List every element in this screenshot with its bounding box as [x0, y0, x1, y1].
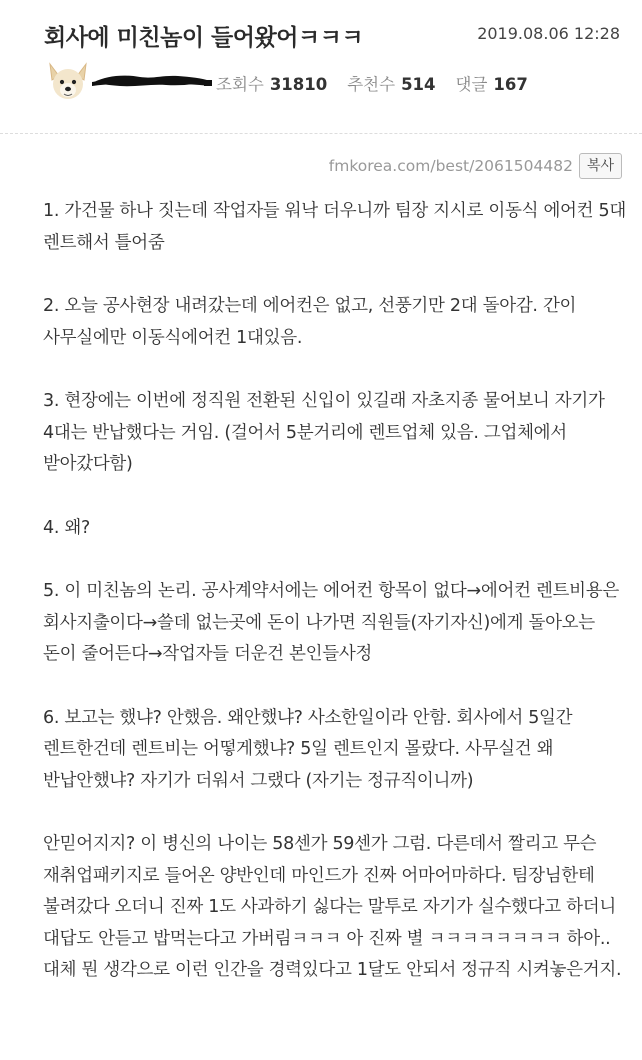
- paragraph-2: 2. 오늘 공사현장 내려갔는데 에어컨은 없고, 선풍기만 2대 돌아감. 간이 사무실에만 이동식에어컨 1대있음.: [43, 296, 577, 348]
- dog-face-icon[interactable]: [46, 62, 90, 102]
- post-stats: [216, 71, 528, 95]
- paragraph-6: 6. 보고는 했냐? 안했음. 왜안했냐? 사소한일이라 안함. 회사에서 5일간 렌트한건데 렌트비는 어떻게했냐? 5일 렌트인지 몰랐다. 사무실건 왜 반납안했냐? 자기가 더워서 그랬다 (자기는 정규직이니까): [43, 707, 573, 791]
- copy-button[interactable]: 복사: [579, 153, 622, 179]
- redacted-username: [92, 70, 212, 90]
- comments-label: 댓글: [455, 75, 488, 94]
- post-title: 회사에 미친놈이 들어왔어ㅋㅋㅋ: [44, 25, 364, 51]
- paragraph-5: 5. 이 미친놈의 논리. 공사계약서에는 에어컨 항목이 없다→에어컨 렌트비용은 회사지출이다→쓸데 없는곳에 돈이 나가면 직원들(자기자신)에게 돌아오는 돈이 줄어든다→작업자들 더운건 본인들사정: [43, 581, 619, 664]
- recommend-count: 514: [401, 75, 436, 94]
- paragraph-7: 안믿어지지? 이 병신의 나이는 58센가 59센가 그럼. 다른데서 짤리고 무슨 재취업패키지로 들어온 양반인데 마인드가 진짜 어마어마하다. 팀장님한테 불려갔다 오더니 진짜 1도 사과하기 싫다는 말투로 자기가 실수했다고 하더니 대답도 안듣고 밥먹는다고 가버림ㅋㅋㅋ 아 진짜 별 ㅋㅋㅋㅋㅋㅋㅋㅋ 하아.. 대체 뭔 생각으로 이런 인간을 경력있다고 1달도 안되서 정규직 시켜놓은거지.: [43, 834, 622, 980]
- header-divider: [0, 133, 642, 134]
- post-body: [43, 196, 633, 987]
- comments-count[interactable]: 167: [493, 75, 528, 94]
- post-header: [0, 0, 642, 175]
- views-count: 31810: [269, 75, 328, 94]
- paragraph-1: 1. 가건물 하나 짓는데 작업자들 워낙 더우니까 팀장 지시로 이동식 에어컨 5대 렌트해서 틀어줌: [43, 201, 626, 253]
- recommend-label: 추천수: [347, 75, 396, 94]
- post-url[interactable]: fmkorea.com/best/2061504482: [328, 157, 573, 175]
- paragraph-4: 4. 왜?: [43, 517, 90, 538]
- paragraph-3: 3. 현장에는 이번에 정직원 전환된 신입이 있길래 자초지종 물어보니 자기가 4대는 반납했다는 거임. (걸어서 5분거리에 렌트업체 있음. 그업체에서 받아갔다함): [43, 391, 605, 474]
- post-date: 2019.08.06 12:28: [477, 24, 620, 43]
- url-row: [329, 153, 622, 179]
- views-label: 조회수: [216, 75, 264, 94]
